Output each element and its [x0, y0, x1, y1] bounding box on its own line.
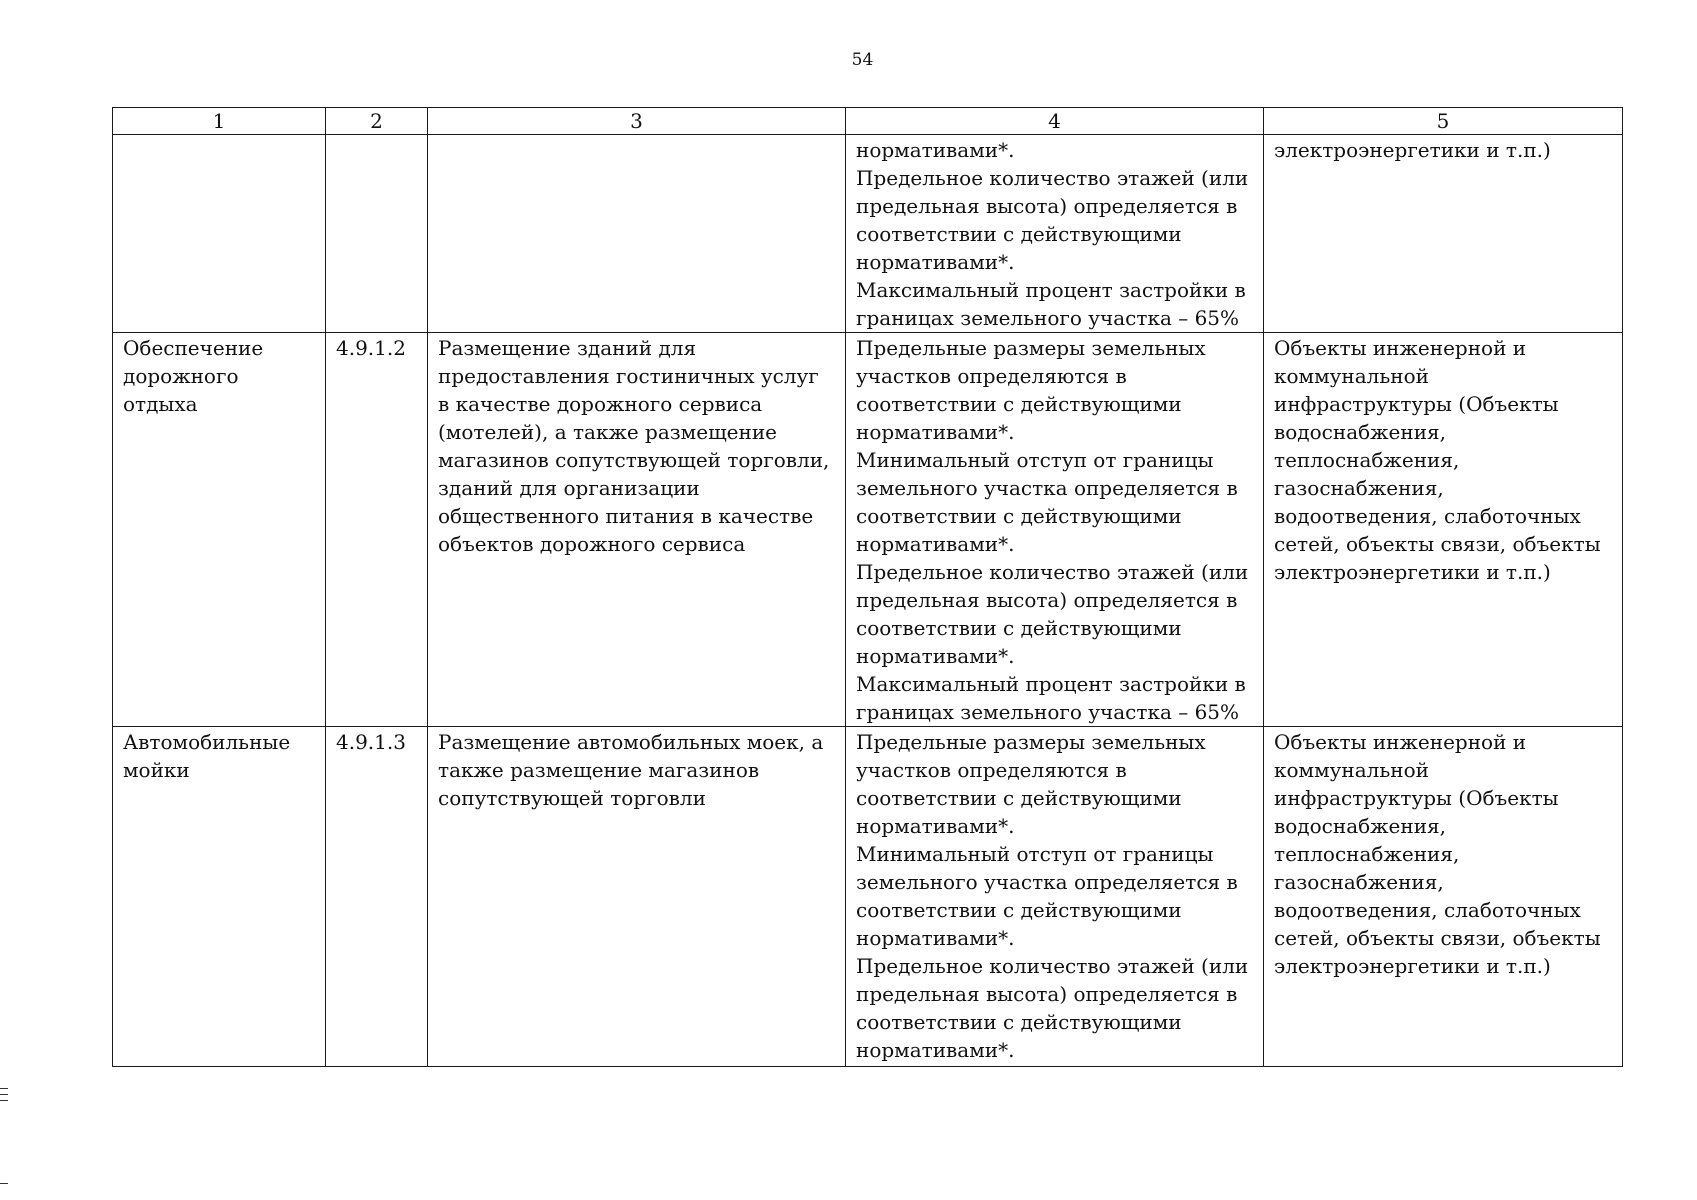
scan-margin-mark: [0, 1094, 8, 1095]
use-description-cell: [428, 333, 846, 727]
column-header-5: 5: [1264, 108, 1623, 135]
table-row: [113, 135, 1623, 333]
use-name-cell: [113, 135, 326, 333]
use-code: 4.9.1.2: [336, 336, 406, 360]
use-description-cell: [428, 727, 846, 1067]
column-header-4: 4: [846, 108, 1264, 135]
scan-margin-mark: [0, 1183, 8, 1184]
use-code-cell: [326, 333, 428, 727]
parameters-cell: [846, 333, 1264, 727]
use-code: 4.9.1.3: [336, 730, 406, 754]
parameters-cell: [846, 135, 1264, 333]
column-header-1: 1: [113, 108, 326, 135]
table-row: [113, 333, 1623, 727]
table-header-row: [113, 108, 1623, 135]
use-name-cell: [113, 727, 326, 1067]
use-name-cell: [113, 333, 326, 727]
use-name: Обеспечение дорожного отдыха: [123, 336, 264, 416]
regulations-table: [112, 107, 1623, 1067]
column-header-2: 2: [326, 108, 428, 135]
use-description-cell: [428, 135, 846, 333]
table-row: [113, 727, 1623, 1067]
use-description: Размещение зданий для предоставления гостиничных услуг в качестве дорожного сервиса (мотелей), а также размещение магазинов сопутствующей торговли, зданий для организации общественного питания в качестве объектов дорожного сервиса: [438, 336, 830, 556]
auxiliary-uses-cell: [1264, 333, 1623, 727]
column-header-3: 3: [428, 108, 846, 135]
use-name: Автомобильные мойки: [123, 730, 291, 782]
auxiliary-uses-text: Объекты инженерной и коммунальной инфраструктуры (Объекты водоснабжения, теплоснабжения, газоснабжения, водоотведения, слаботочных сетей, объекты связи, объекты электроэнергетики и т.п.): [1274, 336, 1601, 584]
parameters-cell: [846, 727, 1264, 1067]
parameters-text: Предельные размеры земельных участков определяются в соответствии с действующими нормативами*. Минимальный отступ от границы земельного участка определяется в соответствии с действующими нормативами*. Предельное количество этажей (или предельная высота) определяется в соответствии с действующими нормативами*. Максимальный процент застройки в границах земельного участка – 65%: [856, 336, 1249, 724]
auxiliary-uses-cell: [1264, 727, 1623, 1067]
parameters-text: Предельные размеры земельных участков определяются в соответствии с действующими нормативами*. Минимальный отступ от границы земельного участка определяется в соответствии с действующими нормативами*. Предельное количество этажей (или предельная высота) определяется в соответствии с действующими нормативами*.: [856, 730, 1249, 1062]
scan-margin-mark: [0, 1088, 8, 1089]
auxiliary-uses-text: Объекты инженерной и коммунальной инфраструктуры (Объекты водоснабжения, теплоснабжения, газоснабжения, водоотведения, слаботочных сетей, объекты связи, объекты электроэнергетики и т.п.): [1274, 730, 1601, 978]
use-description: Размещение автомобильных моек, а также размещение магазинов сопутствующей торговли: [438, 730, 824, 810]
parameters-text: нормативами*. Предельное количество этажей (или предельная высота) определяется в соответствии с действующими нормативами*. Максимальный процент застройки в границах земельного участка – 65%: [856, 138, 1249, 330]
use-code-cell: [326, 727, 428, 1067]
use-code-cell: [326, 135, 428, 333]
auxiliary-uses-text: электроэнергетики и т.п.): [1274, 138, 1551, 162]
scan-margin-mark: [0, 1100, 8, 1101]
page-number: 54: [851, 50, 874, 70]
auxiliary-uses-cell: [1264, 135, 1623, 333]
